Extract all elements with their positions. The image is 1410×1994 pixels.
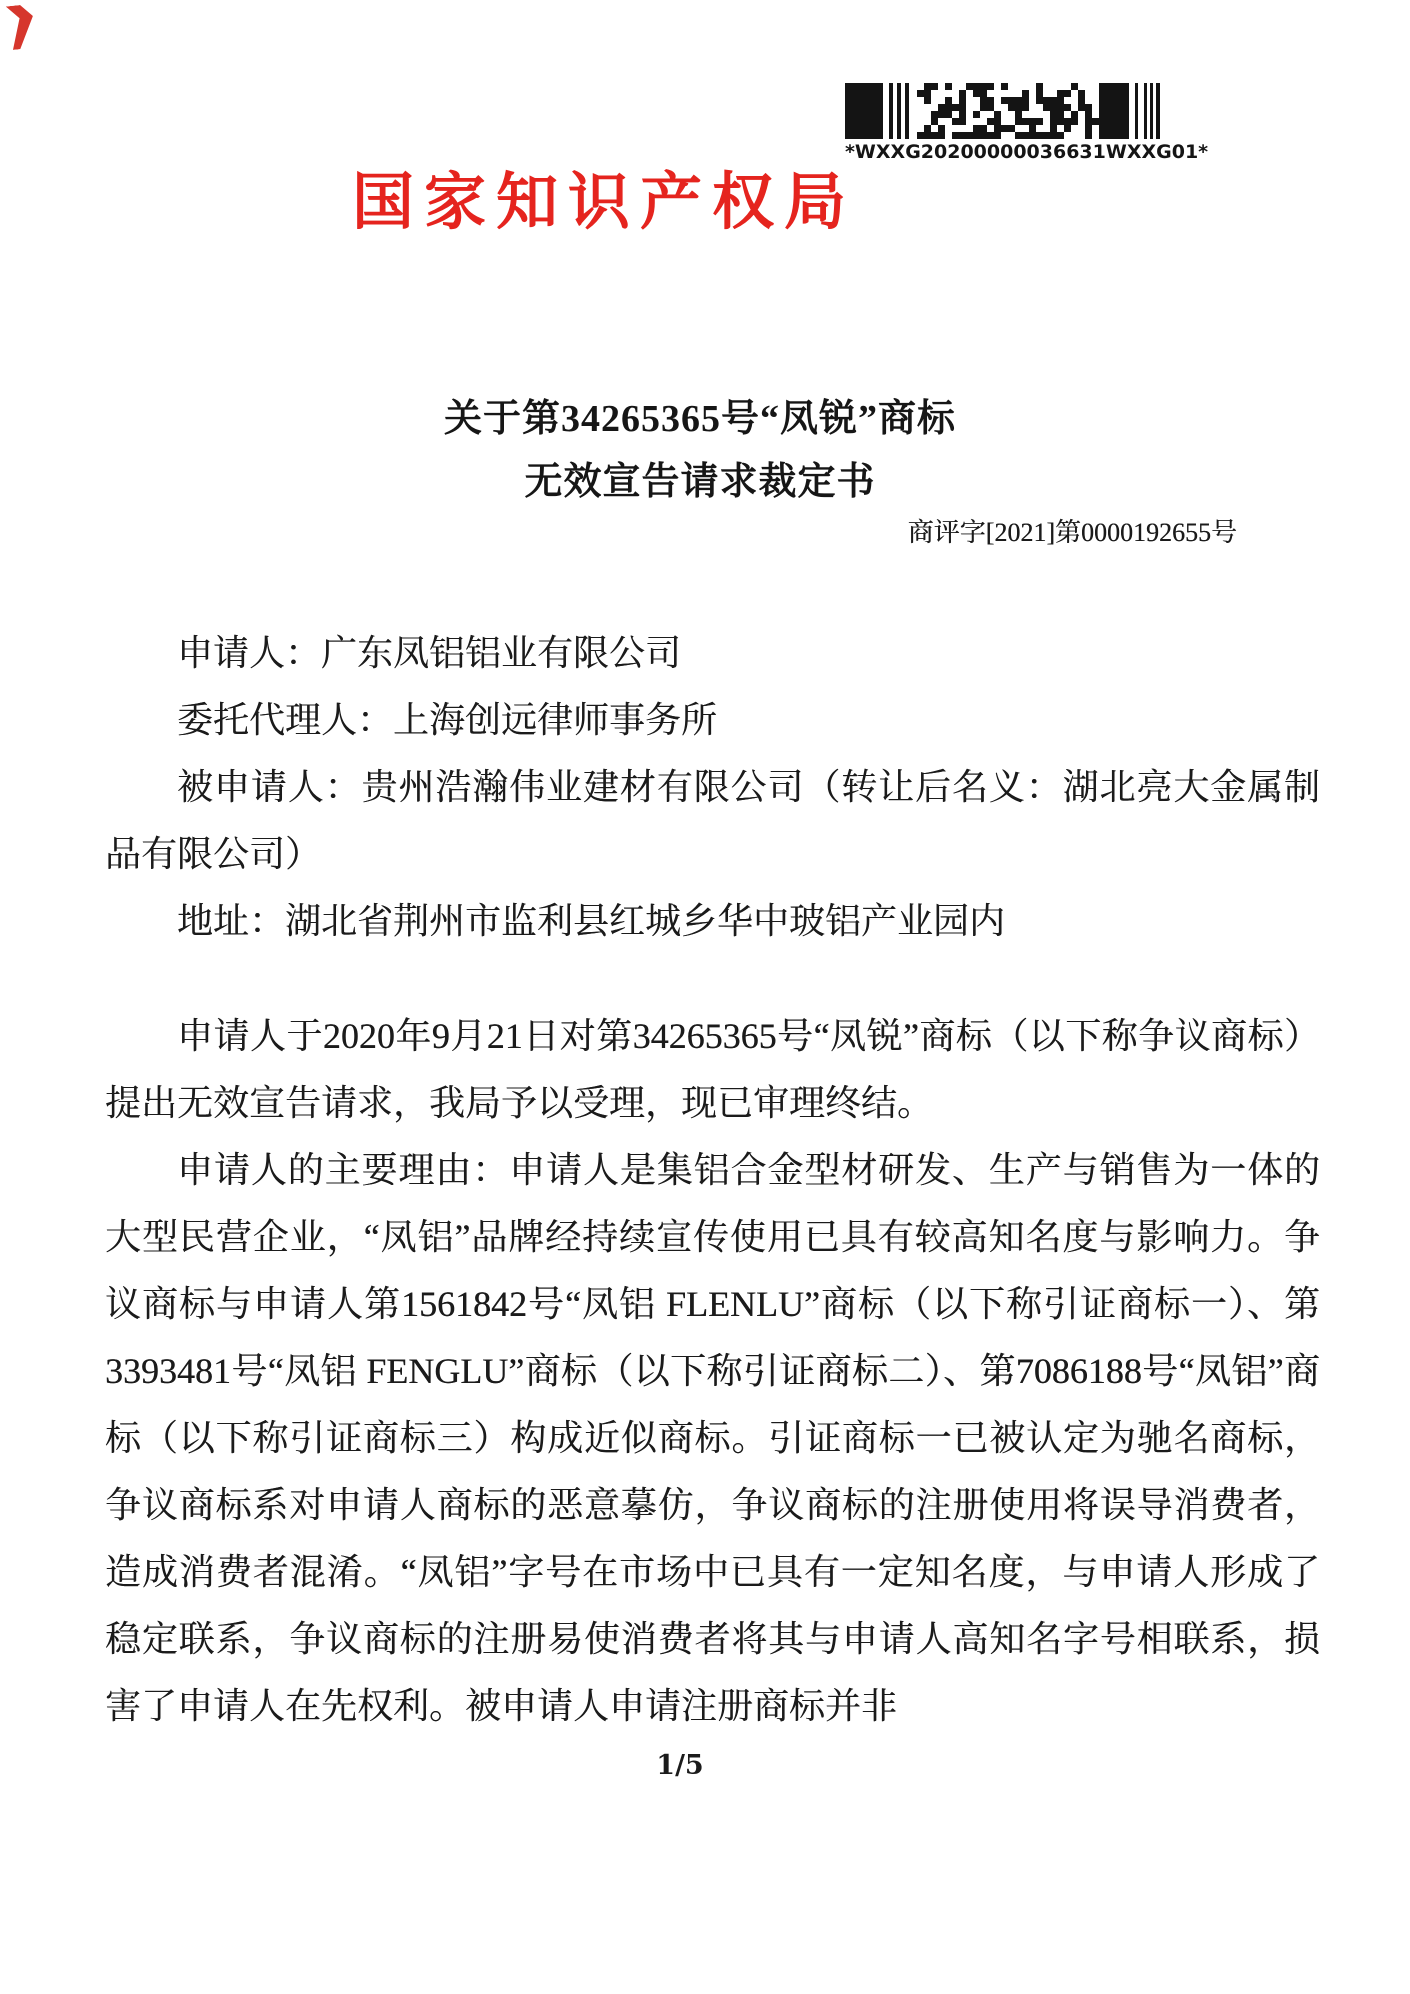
- barcode-icon: [845, 83, 1163, 139]
- document-title-line1: 关于第34265365号“凤锐”商标: [443, 398, 956, 440]
- document-title: [0, 388, 1400, 514]
- body-paragraph-1: 申请人于2020年9月21日对第34265365号“凤锐”商标（以下称争议商标）提出无效宣告请求，我局予以受理，现已审理终结。: [105, 1016, 1320, 1123]
- party-applicant: 申请人：广东凤铝铝业有限公司: [177, 633, 682, 673]
- document-title-line2: 无效宣告请求裁定书: [524, 461, 876, 503]
- party-address: 地址：湖北省荆州市监利县红城乡华中玻铝产业园内: [177, 901, 1006, 941]
- party-agent: 委托代理人：上海创远律师事务所: [177, 700, 718, 740]
- body-paragraph-2: 申请人的主要理由：申请人是集铝合金型材研发、生产与销售为一体的大型民营企业，“凤铝”品牌经持续宣传使用已具有较高知名度与影响力。争议商标与申请人第1561842号“凤铝 FLENLU”商标（以下称引证商标一）、第3393481号“凤铝 FENGLU”商标（以下称引证商标二）、第7086188号“凤铝”商标（以下称引证商标三）构成近似商标。引证商标一已被认定为驰名商标，争议商标系对申请人商标的恶意摹仿，争议商标的注册使用将误导消费者，造成消费者混淆。“凤铝”字号在市场中已具有一定知名度，与申请人形成了稳定联系，争议商标的注册易使消费者将其与申请人高知名字号相联系，损害了申请人在先权利。被申请人申请注册商标并非: [105, 1150, 1320, 1726]
- party-respondent: 被申请人：贵州浩瀚伟业建材有限公司（转让后名义：湖北亮大金属制品有限公司）: [105, 767, 1320, 874]
- page-number: 1/5: [656, 1750, 704, 1781]
- case-number: 商评字[2021]第0000192655号: [907, 518, 1237, 547]
- barcode-text: *WXXG20200000036631WXXG01*: [845, 141, 1209, 163]
- agency-title: 国家知识产权局: [352, 168, 857, 237]
- red-corner-scan-artifact: [6, 4, 36, 50]
- barcode: [845, 83, 1209, 163]
- document-body: [105, 620, 1320, 1740]
